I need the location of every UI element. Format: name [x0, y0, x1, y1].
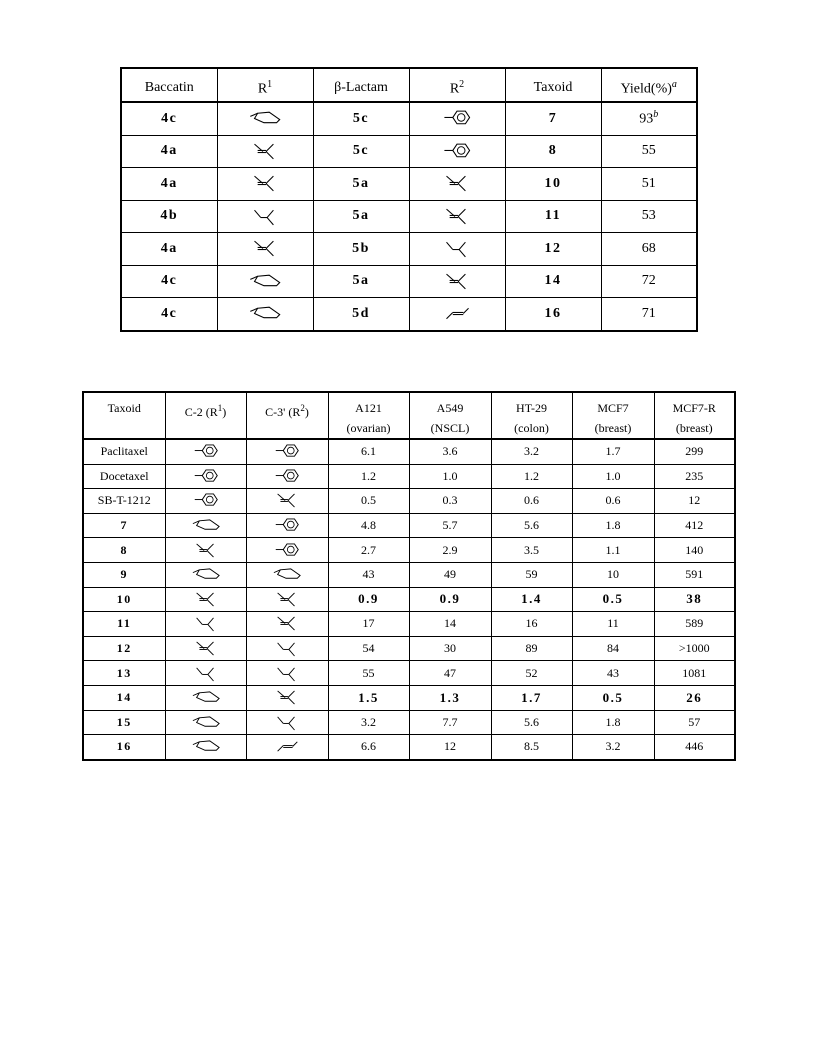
c3-structure-cell	[246, 710, 328, 735]
isobutenyl-icon	[272, 614, 302, 633]
isobutenyl-icon	[248, 238, 282, 259]
taxoid-cell: 7	[505, 102, 601, 135]
baccatin-cell: 4a	[121, 168, 217, 201]
isobutyl-icon	[191, 614, 221, 633]
baccatin-cell: 4a	[121, 233, 217, 266]
header-taxoid: Taxoid	[83, 392, 165, 439]
table-row	[121, 102, 697, 135]
taxoid-name-cell: Paclitaxel	[83, 439, 165, 464]
a549-value-cell: 49	[409, 562, 491, 587]
propenyl-icon	[272, 737, 302, 756]
mcf7-value-cell: 0.5	[572, 587, 654, 612]
c3-structure-cell	[246, 513, 328, 538]
c2-structure-cell	[165, 685, 246, 710]
c3-structure-cell	[246, 612, 328, 637]
mcf7-value-cell: 1.1	[572, 538, 654, 563]
r1-structure-cell	[217, 298, 313, 331]
taxoid-name-cell: 14	[83, 685, 165, 710]
r1-structure-cell	[217, 168, 313, 201]
header-c2: C-2 $(R^1)$	[165, 392, 246, 439]
r2-structure-cell	[409, 265, 505, 298]
r2-structure-cell	[409, 102, 505, 135]
mcf7r-value-cell: 446	[654, 735, 735, 760]
a549-value-cell: 12	[409, 735, 491, 760]
mcf7-value-cell: 1.7	[572, 439, 654, 464]
table-row	[121, 168, 697, 201]
r2-structure-cell	[409, 200, 505, 233]
c3-structure-cell	[246, 464, 328, 489]
mcf7r-value-cell: 12	[654, 489, 735, 514]
header-yield: Yield(%)$^a$	[601, 68, 697, 102]
baccatin-cell: 4c	[121, 298, 217, 331]
table-row	[121, 265, 697, 298]
header-taxoid: Taxoid	[505, 68, 601, 102]
c2-structure-cell	[165, 513, 246, 538]
phenyl-icon	[440, 108, 474, 129]
cytotoxicity-table-body	[83, 439, 735, 760]
r1-structure-cell	[217, 265, 313, 298]
mcf7r-value-cell: 26	[654, 685, 735, 710]
table-row	[121, 233, 697, 266]
isobutenyl-icon	[191, 590, 221, 609]
table-row	[83, 464, 735, 489]
ht29-value-cell: 5.6	[491, 513, 572, 538]
r1-structure-cell	[217, 200, 313, 233]
c3-structure-cell	[246, 489, 328, 514]
a121-value-cell: 6.1	[328, 439, 409, 464]
taxoid-name-cell: 13	[83, 661, 165, 686]
isobutyl-icon	[440, 238, 474, 259]
a549-value-cell: 1.0	[409, 464, 491, 489]
mcf7r-value-cell: 591	[654, 562, 735, 587]
isobutyl-icon	[272, 639, 302, 658]
table-row	[83, 685, 735, 710]
a549-value-cell: 3.6	[409, 439, 491, 464]
c2-structure-cell	[165, 587, 246, 612]
mcf7-value-cell: 3.2	[572, 735, 654, 760]
table-row	[121, 298, 697, 331]
taxoid-cell: 14	[505, 265, 601, 298]
a121-value-cell: 0.5	[328, 489, 409, 514]
mcf7r-value-cell: 57	[654, 710, 735, 735]
header-baccatin: Baccatin	[121, 68, 217, 102]
yield-cell: 55	[601, 135, 697, 168]
propenyl-icon	[440, 303, 474, 324]
header-mcf7: MCF7 (breast)	[572, 392, 654, 439]
a121-value-cell: 2.7	[328, 538, 409, 563]
c2-structure-cell	[165, 636, 246, 661]
table-row	[83, 562, 735, 587]
lactam-cell: 5d	[313, 298, 409, 331]
a549-value-cell: 47	[409, 661, 491, 686]
mcf7-value-cell: 10	[572, 562, 654, 587]
table-row	[121, 200, 697, 233]
lactam-cell: 5c	[313, 102, 409, 135]
table-row	[83, 710, 735, 735]
ht29-value-cell: 3.2	[491, 439, 572, 464]
ht29-value-cell: 1.2	[491, 464, 572, 489]
a121-value-cell: 55	[328, 661, 409, 686]
taxoid-name-cell: 9	[83, 562, 165, 587]
lactam-cell: 5a	[313, 168, 409, 201]
ht29-value-cell: 1.7	[491, 685, 572, 710]
r2-structure-cell	[409, 233, 505, 266]
taxoid-name-cell: 8	[83, 538, 165, 563]
isobutenyl-icon	[191, 639, 221, 658]
ht29-value-cell: 16	[491, 612, 572, 637]
cytotoxicity-table	[82, 391, 736, 761]
cyclohexyl-icon	[191, 713, 221, 732]
taxoid-name-cell: 11	[83, 612, 165, 637]
synthesis-yield-table	[120, 67, 698, 332]
cyclohexyl-icon	[248, 108, 282, 129]
baccatin-cell: 4b	[121, 200, 217, 233]
taxoid-name-cell: Docetaxel	[83, 464, 165, 489]
r1-structure-cell	[217, 102, 313, 135]
yield-cell: 93$^b$	[601, 102, 697, 135]
ht29-value-cell: 59	[491, 562, 572, 587]
header-ht29: HT-29 (colon)	[491, 392, 572, 439]
lactam-cell: 5c	[313, 135, 409, 168]
header-r1: $R^1$	[217, 68, 313, 102]
c2-structure-cell	[165, 538, 246, 563]
c3-structure-cell	[246, 661, 328, 686]
c2-structure-cell	[165, 439, 246, 464]
taxoid-cell: 10	[505, 168, 601, 201]
phenyl-icon	[272, 467, 302, 486]
phenyl-icon	[272, 516, 302, 535]
phenyl-icon	[272, 541, 302, 560]
isobutenyl-icon	[272, 491, 302, 510]
taxoid-name-cell: 12	[83, 636, 165, 661]
cyclohexyl-icon	[272, 565, 302, 584]
mcf7-value-cell: 1.8	[572, 513, 654, 538]
a121-value-cell: 43	[328, 562, 409, 587]
a549-value-cell: 2.9	[409, 538, 491, 563]
isobutyl-icon	[272, 713, 302, 732]
taxoid-cell: 12	[505, 233, 601, 266]
table-header-row	[83, 392, 735, 439]
table-row	[121, 135, 697, 168]
taxoid-cell: 16	[505, 298, 601, 331]
mcf7r-value-cell: 38	[654, 587, 735, 612]
ht29-value-cell: 8.5	[491, 735, 572, 760]
isobutyl-icon	[248, 206, 282, 227]
ht29-value-cell: 1.4	[491, 587, 572, 612]
isobutenyl-icon	[272, 688, 302, 707]
isobutyl-icon	[272, 664, 302, 683]
c3-structure-cell	[246, 735, 328, 760]
taxoid-cell: 11	[505, 200, 601, 233]
isobutenyl-icon	[248, 141, 282, 162]
cyclohexyl-icon	[248, 271, 282, 292]
r2-structure-cell	[409, 135, 505, 168]
a121-value-cell: 1.2	[328, 464, 409, 489]
taxoid-name-cell: SB-T-1212	[83, 489, 165, 514]
mcf7-value-cell: 0.5	[572, 685, 654, 710]
ht29-value-cell: 52	[491, 661, 572, 686]
mcf7-value-cell: 1.8	[572, 710, 654, 735]
mcf7r-value-cell: 140	[654, 538, 735, 563]
r1-structure-cell	[217, 233, 313, 266]
c2-structure-cell	[165, 661, 246, 686]
c2-structure-cell	[165, 710, 246, 735]
phenyl-icon	[272, 442, 302, 461]
ht29-value-cell: 3.5	[491, 538, 572, 563]
lactam-cell: 5a	[313, 265, 409, 298]
mcf7r-value-cell: 235	[654, 464, 735, 489]
header-a549: A549 (NSCL)	[409, 392, 491, 439]
table-row	[83, 661, 735, 686]
phenyl-icon	[191, 442, 221, 461]
lactam-cell: 5b	[313, 233, 409, 266]
table-row	[83, 439, 735, 464]
c2-structure-cell	[165, 562, 246, 587]
baccatin-cell: 4c	[121, 265, 217, 298]
phenyl-icon	[440, 141, 474, 162]
header-c3: C-3' $(R^2)$	[246, 392, 328, 439]
mcf7r-value-cell: 299	[654, 439, 735, 464]
ht29-value-cell: 89	[491, 636, 572, 661]
header-a121: A121 (ovarian)	[328, 392, 409, 439]
mcf7-value-cell: 1.0	[572, 464, 654, 489]
r2-structure-cell	[409, 168, 505, 201]
mcf7r-value-cell: 412	[654, 513, 735, 538]
mcf7r-value-cell: 589	[654, 612, 735, 637]
yield-cell: 53	[601, 200, 697, 233]
a549-value-cell: 5.7	[409, 513, 491, 538]
isobutenyl-icon	[272, 590, 302, 609]
yield-cell: 71	[601, 298, 697, 331]
c3-structure-cell	[246, 587, 328, 612]
phenyl-icon	[191, 491, 221, 510]
c3-structure-cell	[246, 562, 328, 587]
isobutenyl-icon	[440, 271, 474, 292]
taxoid-name-cell: 10	[83, 587, 165, 612]
phenyl-icon	[191, 467, 221, 486]
cyclohexyl-icon	[191, 565, 221, 584]
isobutenyl-icon	[440, 173, 474, 194]
a549-value-cell: 0.9	[409, 587, 491, 612]
yield-cell: 68	[601, 233, 697, 266]
c3-structure-cell	[246, 636, 328, 661]
isobutenyl-icon	[191, 541, 221, 560]
table-row	[83, 735, 735, 760]
isobutenyl-icon	[248, 173, 282, 194]
baccatin-cell: 4c	[121, 102, 217, 135]
isobutenyl-icon	[440, 206, 474, 227]
mcf7r-value-cell: 1081	[654, 661, 735, 686]
a121-value-cell: 17	[328, 612, 409, 637]
yield-cell: 72	[601, 265, 697, 298]
a549-value-cell: 30	[409, 636, 491, 661]
table-row	[83, 636, 735, 661]
cyclohexyl-icon	[191, 516, 221, 535]
ht29-value-cell: 5.6	[491, 710, 572, 735]
taxoid-name-cell: 16	[83, 735, 165, 760]
mcf7-value-cell: 11	[572, 612, 654, 637]
taxoid-cell: 8	[505, 135, 601, 168]
mcf7-value-cell: 0.6	[572, 489, 654, 514]
a121-value-cell: 0.9	[328, 587, 409, 612]
c2-structure-cell	[165, 612, 246, 637]
r2-structure-cell	[409, 298, 505, 331]
a121-value-cell: 1.5	[328, 685, 409, 710]
a121-value-cell: 3.2	[328, 710, 409, 735]
header-mcf7r: MCF7-R (breast)	[654, 392, 735, 439]
table-row	[83, 587, 735, 612]
cyclohexyl-icon	[191, 688, 221, 707]
a121-value-cell: 6.6	[328, 735, 409, 760]
c2-structure-cell	[165, 464, 246, 489]
baccatin-cell: 4a	[121, 135, 217, 168]
table-row	[83, 612, 735, 637]
c3-structure-cell	[246, 685, 328, 710]
a121-value-cell: 54	[328, 636, 409, 661]
header-beta-lactam: β-Lactam	[313, 68, 409, 102]
cyclohexyl-icon	[248, 303, 282, 324]
table-header-row	[121, 68, 697, 102]
c2-structure-cell	[165, 735, 246, 760]
table-row	[83, 513, 735, 538]
yield-cell: 51	[601, 168, 697, 201]
taxoid-name-cell: 15	[83, 710, 165, 735]
mcf7-value-cell: 43	[572, 661, 654, 686]
cyclohexyl-icon	[191, 737, 221, 756]
mcf7r-value-cell: >1000	[654, 636, 735, 661]
mcf7-value-cell: 84	[572, 636, 654, 661]
c3-structure-cell	[246, 538, 328, 563]
a549-value-cell: 0.3	[409, 489, 491, 514]
a121-value-cell: 4.8	[328, 513, 409, 538]
taxoid-name-cell: 7	[83, 513, 165, 538]
a549-value-cell: 14	[409, 612, 491, 637]
table-row	[83, 489, 735, 514]
a549-value-cell: 1.3	[409, 685, 491, 710]
isobutyl-icon	[191, 664, 221, 683]
c2-structure-cell	[165, 489, 246, 514]
table-row	[83, 538, 735, 563]
ht29-value-cell: 0.6	[491, 489, 572, 514]
header-r2: $R^2$	[409, 68, 505, 102]
a549-value-cell: 7.7	[409, 710, 491, 735]
c3-structure-cell	[246, 439, 328, 464]
lactam-cell: 5a	[313, 200, 409, 233]
r1-structure-cell	[217, 135, 313, 168]
